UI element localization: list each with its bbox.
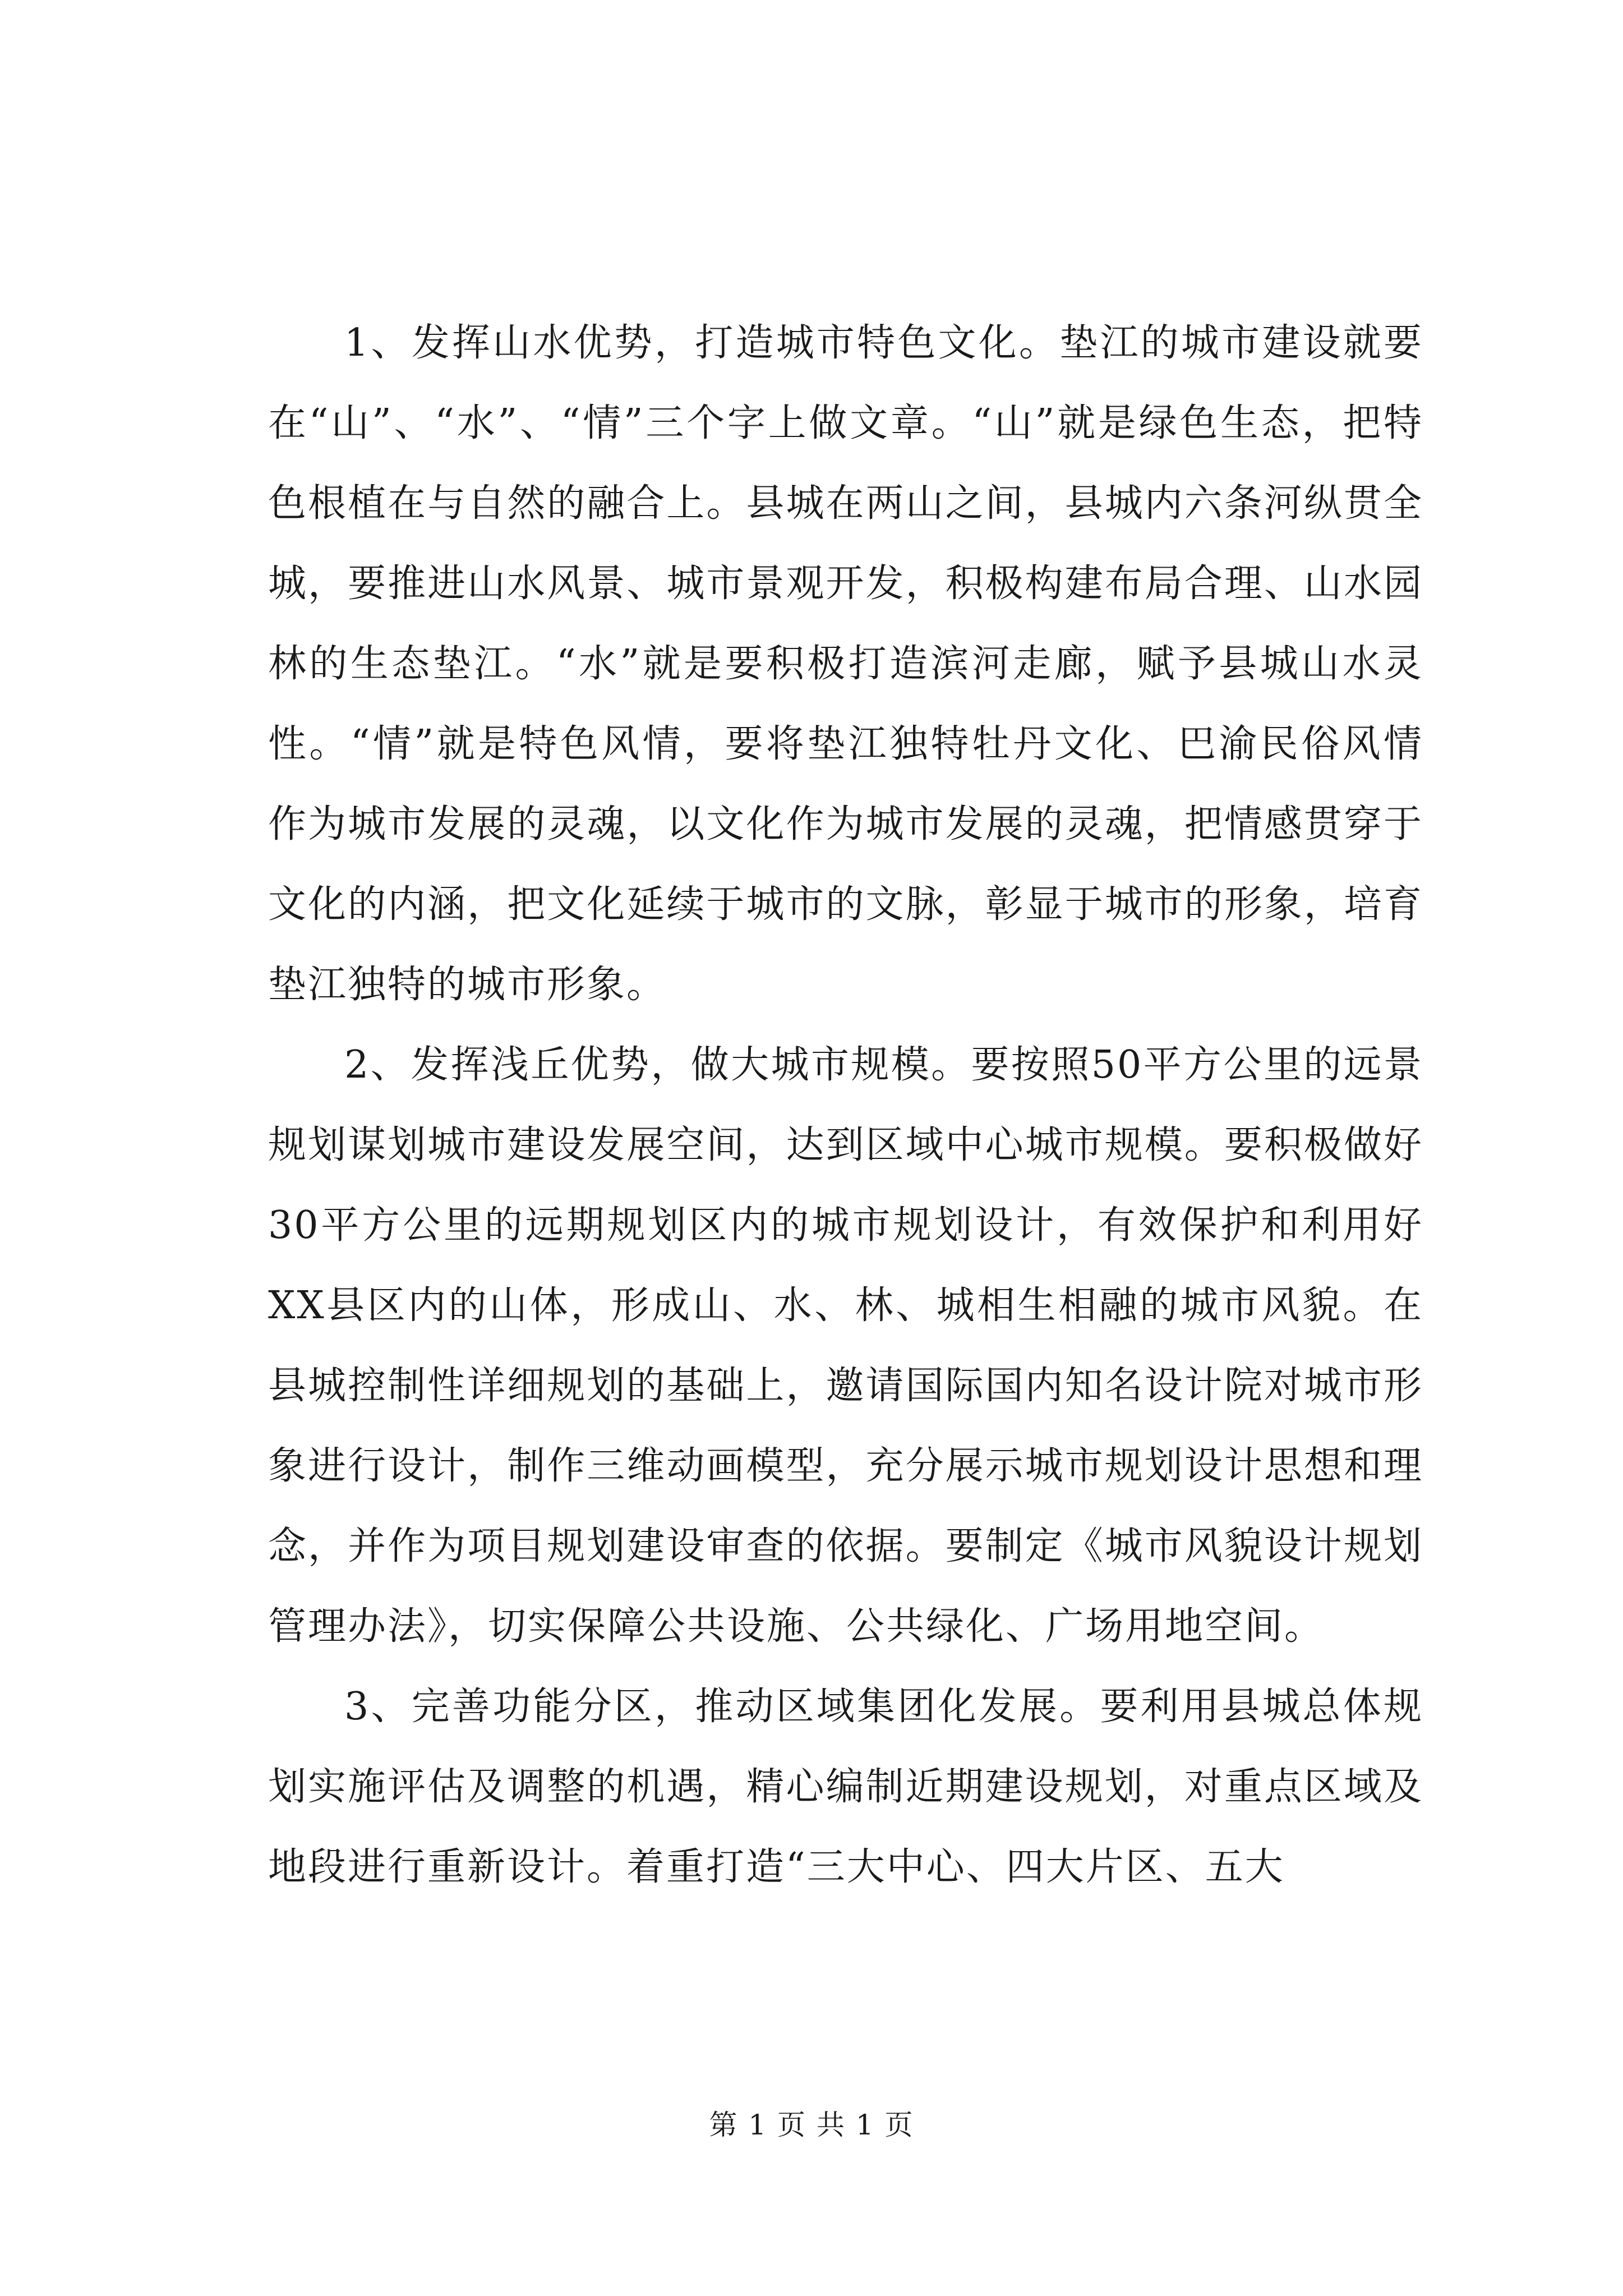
document-body [268, 303, 1423, 1907]
paragraph-2: 2、发挥浅丘优势，做大城市规模。要按照50平方公里的远景规划谋划城市建设发展空间，达到区域中心城市规模。要积极做好30平方公里的远期规划区内的城市规划设计，有效保护和利用好XX县区内的山体，形成山、水、林、城相生相融的城市风貌。在县城控制性详细规划的基础上，邀请国际国内知名设计院对城市形象进行设计，制作三维动画模型，充分展示城市规划设计思想和理念，并作为项目规划建设审查的依据。要制定《城市风貌设计规划管理办法》，切实保障公共设施、公共绿化、广场用地空间。 [268, 1043, 1423, 1649]
paragraph-1: 1、发挥山水优势，打造城市特色文化。垫江的城市建设就要在“山”、“水”、“情”三个字上做文章。“山”就是绿色生态，把特色根植在与自然的融合上。县城在两山之间，县城内六条河纵贯全城，要推进山水风景、城市景观开发，积极构建布局合理、山水园林的生态垫江。“水”就是要积极打造滨河走廊，赋予县城山水灵性。“情”就是特色风情，要将垫江独特牡丹文化、巴渝民俗风情作为城市发展的灵魂，以文化作为城市发展的灵魂，把情感贯穿于文化的内涵，把文化延续于城市的文脉，彰显于城市的形象，培育垫江独特的城市形象。 [268, 321, 1423, 1007]
paragraph-3: 3、完善功能分区，推动区域集团化发展。要利用县城总体规划实施评估及调整的机遇，精心编制近期建设规划，对重点区域及地段进行重新设计。着重打造“三大中心、四大片区、五大 [268, 1685, 1423, 1889]
page-number-footer: 第 1 页 共 1 页 [709, 2109, 914, 2141]
